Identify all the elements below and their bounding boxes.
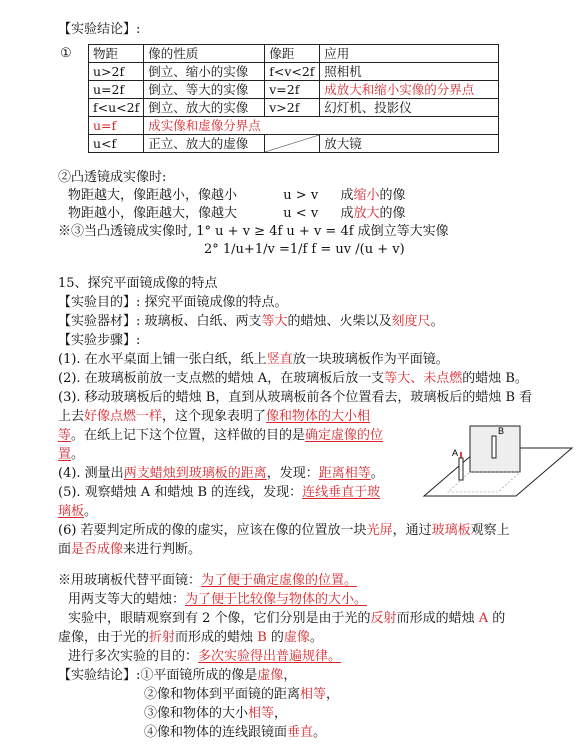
text: 的蜡烛 B。: [462, 371, 528, 386]
cell-v: v>2f: [265, 99, 320, 117]
text-highlight: 连线垂直于玻: [302, 485, 381, 500]
text-highlight: 等大: [261, 314, 288, 329]
step-6-line-1: [58, 523, 510, 539]
text: u > v: [283, 188, 319, 203]
purpose-line: 【实验目的】: 探究平面镜成像的特点。: [58, 295, 288, 310]
step-6-line-2: [58, 542, 201, 558]
cell-v: v=2f: [265, 81, 320, 99]
text: ②像和物体到平面镜的距离: [144, 687, 301, 702]
header-property: 像的性质: [144, 45, 265, 63]
text-highlight: 为了便于确定虚像的位置。: [201, 573, 358, 588]
text: 。: [370, 466, 384, 481]
text-highlight: 置: [58, 447, 72, 462]
text-highlight: 刻度尺: [391, 314, 431, 329]
text: ※用玻璃板代替平面镜：: [58, 573, 202, 588]
step-3-line-1: (3). 移动玻璃板后的蜡烛 B，直到从玻璃板前各个位置看去，玻璃板后的蜡烛 B 看: [58, 390, 533, 405]
text-highlight: 距离相等: [318, 466, 371, 481]
cell-app: 幻灯机、投影仪: [320, 99, 499, 117]
text-highlight: 多次实验得出普遍规律。: [198, 649, 342, 664]
step-2: [58, 371, 528, 387]
text: 成: [340, 188, 354, 203]
conclusion-4: [144, 725, 326, 741]
text: 的像: [379, 206, 406, 221]
cell-u: u>2f: [89, 63, 144, 81]
text-highlight: 虚像: [257, 668, 284, 683]
candle-b-label: B: [498, 426, 505, 436]
text: (5). 观察蜡烛 A 和蜡烛 B 的连线，发现：: [58, 485, 303, 500]
convex-line-3: ※③当凸透镜成实像时, 1° u + v ≥ 4f u + v = 4f 成倒立等大实像: [58, 224, 449, 239]
text-highlight: 确定虚像的位: [305, 428, 384, 443]
text: ，通过: [392, 523, 432, 538]
text-highlight: 竖直: [266, 352, 293, 367]
cell-u: u<f: [89, 135, 144, 153]
header-app: 应用: [320, 45, 499, 63]
note-5: [68, 649, 341, 665]
text-highlight: 虚像: [283, 630, 310, 645]
text: 【实验结论】:: [58, 668, 141, 683]
text: 的像: [379, 188, 406, 203]
section-15-title: 15、探究平面镜成像的特点: [58, 276, 218, 291]
equipment-line: [58, 314, 444, 330]
step-4: [58, 466, 384, 482]
text: ，这个现象表明了: [162, 409, 267, 424]
text: u < v: [283, 206, 319, 221]
text-highlight: B: [257, 630, 267, 645]
note-3: [68, 611, 505, 627]
cell-property: 倒立、放大的实像: [144, 99, 265, 117]
text-highlight: A: [478, 611, 489, 626]
header-u: 物距: [89, 45, 144, 63]
step-5-line-1: [58, 485, 380, 501]
step-1: [58, 352, 449, 368]
text: ④像和物体的连线跟镜面: [144, 725, 288, 740]
text: 成: [340, 206, 354, 221]
cell-property: 倒立、缩小的实像: [144, 63, 265, 81]
convex-title: ②凸透镜成实像时:: [58, 170, 167, 185]
note-2: [68, 592, 367, 608]
text: (4). 测量出: [58, 466, 124, 481]
text: 物距越大，像距越小，像越小: [68, 188, 238, 203]
text-highlight: 是否成像: [71, 542, 124, 557]
text: ，: [326, 687, 340, 702]
lens-table: [88, 44, 499, 153]
text: (6) 若要判定所成的像的虚实，应该在像的位置放一块: [58, 523, 367, 538]
text: ①平面镜所成的像是: [140, 668, 258, 683]
cell-property: 倒立、等大的实像: [144, 81, 265, 99]
text-highlight: 像和物体的大小相: [266, 409, 371, 424]
cell-span: 成实像和虚像分界点: [144, 117, 499, 135]
text-highlight: 反射: [370, 611, 397, 626]
cell-property: 正立、放大的虚像: [144, 135, 265, 153]
cell-u: f<u<2f: [89, 99, 144, 117]
text: 的蜡烛、火柴以及: [287, 314, 392, 329]
cell-u: u=2f: [89, 81, 144, 99]
text: 面: [58, 542, 72, 557]
step-3-line-2: [58, 409, 370, 425]
text: 实验中，眼睛观察到有 2 个像，它们分别是由于光的: [68, 611, 371, 626]
text: 的: [270, 630, 284, 645]
circle-number-1: ①: [60, 46, 72, 61]
text: 虚像，由于光的: [58, 630, 150, 645]
conclusion-1: [58, 668, 296, 684]
text: 。: [71, 447, 85, 462]
table-header-row: [89, 45, 499, 63]
text: (2). 在玻璃板前放一支点燃的蜡烛 A，在玻璃板后放一支: [58, 371, 385, 386]
conclusion-2: [144, 687, 339, 703]
convex-line-2: [68, 206, 406, 222]
text-highlight: 为了便于比较像与物体的大小。: [185, 592, 368, 607]
text: 物距越小，像距越大，像越大: [68, 206, 238, 221]
text: 观察上: [470, 523, 510, 538]
text: 上去: [58, 409, 85, 424]
text-highlight: 玻璃板: [431, 523, 471, 538]
cell-v-diagonal: [265, 135, 320, 153]
text: 放一块玻璃板作为平面镜。: [292, 352, 449, 367]
text: 。: [84, 504, 98, 519]
text: 的: [492, 611, 506, 626]
text-highlight: 缩小: [353, 188, 380, 203]
text-highlight: 璃板: [58, 504, 85, 519]
text: 用两支等大的蜡烛：: [68, 592, 186, 607]
text: 进行多次实验的目的：: [68, 649, 199, 664]
text: ③像和物体的大小: [144, 706, 249, 721]
text-highlight: 等: [58, 428, 72, 443]
text: ，: [274, 706, 288, 721]
conclusion-3: [144, 706, 287, 722]
text: 。: [313, 725, 327, 740]
text: 。: [430, 314, 444, 329]
convex-line-4: 2° 1/u+1/v =1/f f = uv /(u + v): [204, 242, 405, 257]
cell-u: u=f: [89, 117, 144, 135]
cell-app: 成放大和缩小实像的分界点: [320, 81, 499, 99]
text-highlight: 相等: [300, 687, 327, 702]
step-5-line-2: [58, 504, 97, 520]
text: 来进行判断。: [123, 542, 202, 557]
text-highlight: 光屏: [366, 523, 393, 538]
text: (1). 在水平桌面上铺一张白纸，纸上: [58, 352, 267, 367]
text: ，发现：: [266, 466, 319, 481]
text-highlight: 两支蜡烛到玻璃板的距离: [123, 466, 267, 481]
text: 。在纸上记下这个位置，这样做的目的是: [71, 428, 306, 443]
text-highlight: 相等: [248, 706, 275, 721]
step-3-line-4: [58, 447, 84, 463]
text: 【实验器材】: 玻璃板、白纸、两支: [58, 314, 262, 329]
plane-mirror-figure: [418, 414, 578, 520]
table-row: [89, 135, 499, 153]
note-1: [58, 573, 357, 589]
text-highlight: 垂直: [287, 725, 314, 740]
header-v: 像距: [265, 45, 320, 63]
text-highlight: 放大: [353, 206, 380, 221]
table-row: [89, 81, 499, 99]
text: ，: [283, 668, 297, 683]
steps-title: 【实验步骤】:: [58, 333, 141, 348]
text: 而形成的蜡烛: [175, 630, 254, 645]
text-highlight: 好像点燃一样: [84, 409, 163, 424]
table-row: [89, 63, 499, 81]
table-row: [89, 117, 499, 135]
note-4: [58, 630, 323, 646]
text: 。: [309, 630, 323, 645]
text: 而形成的蜡烛: [396, 611, 475, 626]
cell-v: f<v<2f: [265, 63, 320, 81]
cell-app: 照相机: [320, 63, 499, 81]
table-row: [89, 99, 499, 117]
text-highlight: 等大、未点燃: [384, 371, 463, 386]
conclusion-heading: 【实验结论】:: [58, 22, 141, 37]
candle-a-label: A: [452, 448, 459, 458]
step-3-line-3: [58, 428, 383, 444]
text-highlight: 折射: [149, 630, 176, 645]
convex-line-1: [68, 188, 406, 204]
cell-app: 放大镜: [320, 135, 499, 153]
